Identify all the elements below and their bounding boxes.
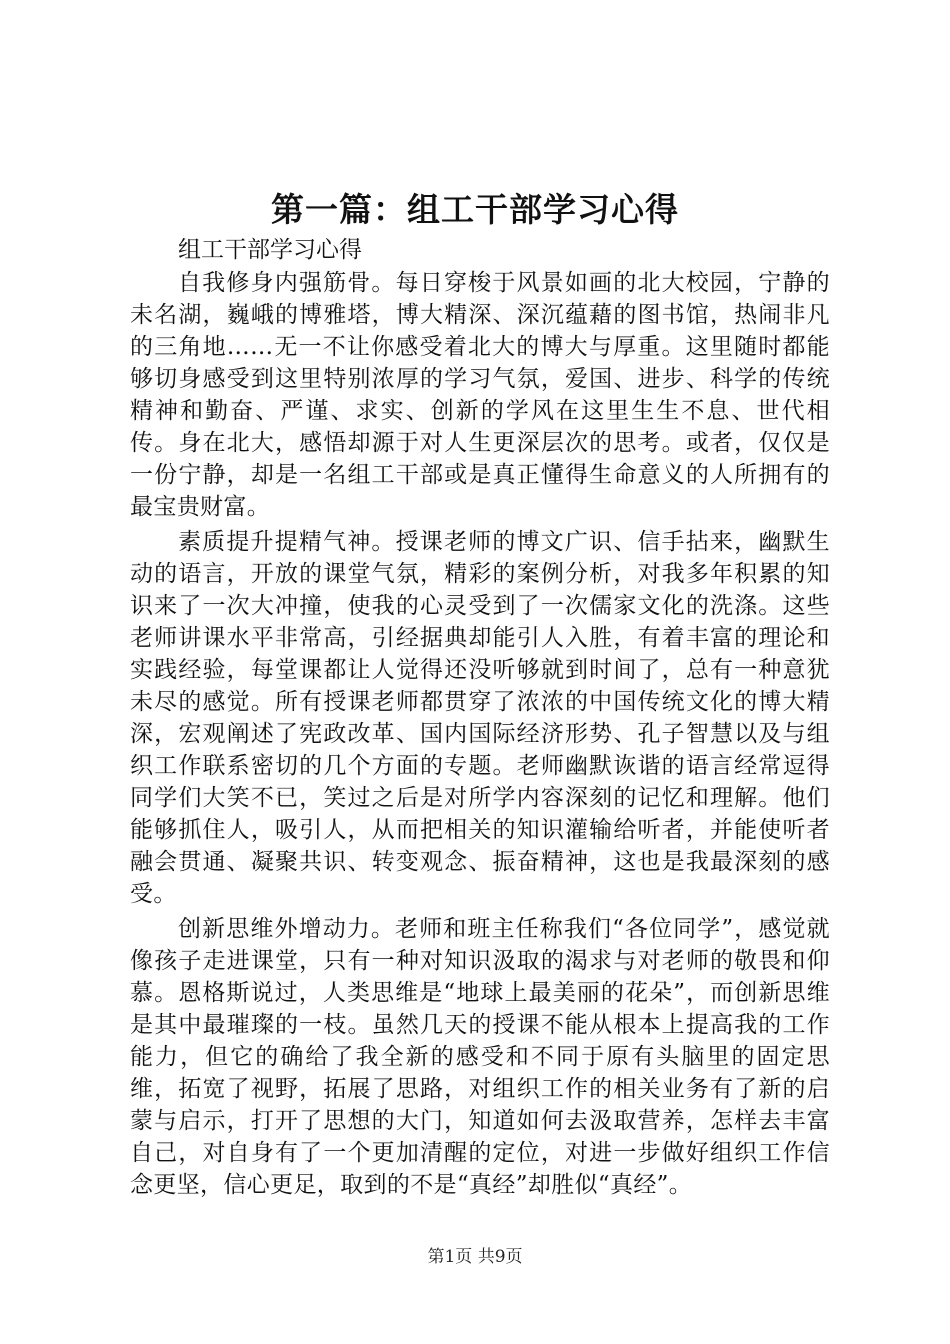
document-body [130,233,830,1201]
paragraph-2: 素质提升提精气神。授课老师的博文广识、信手拈来，幽默生动的语言，开放的课堂气氛，精彩的案例分析，对我多年积累的知识来了一次大冲撞，使我的心灵受到了一次儒家文化的洗涤。这些老师讲课水平非常高，引经据典却能引人入胜，有着丰富的理论和实践经验，每堂课都让人觉得还没听够就到时间了，总有一种意犹未尽的感觉。所有授课老师都贯穿了浓浓的中国传统文化的博大精深，宏观阐述了宪政改革、国内国际经济形势、孔子智慧以及与组织工作联系密切的几个方面的专题。老师幽默诙谐的语言经常逗得同学们大笑不已，笑过之后是对所学内容深刻的记忆和理解。他们能够抓住人，吸引人，从而把相关的知识灌输给听者，并能使听者融会贯通、凝聚共识、转变观念、振奋精神，这也是我最深刻的感受。 [130,529,830,907]
document-subtitle: 组工干部学习心得 [178,237,362,263]
page-number-footer: 第1页 共9页 [427,1247,523,1267]
document-title: 第一篇：组工干部学习心得 [271,190,679,229]
paragraph-3: 创新思维外增动力。老师和班主任称我们“各位同学”，感觉就像孩子走进课堂，只有一种对知识汲取的渴求与对老师的敬畏和仰慕。恩格斯说过，人类思维是“地球上最美丽的花朵”，而创新思维是其中最璀璨的一枝。虽然几天的授课不能从根本上提高我的工作能力，但它的确给了我全新的感受和不同于原有头脑里的固定思维，拓宽了视野，拓展了思路，对组织工作的相关业务有了新的启蒙与启示，打开了思想的大门，知道如何去汲取营养，怎样去丰富自己，对自身有了一个更加清醒的定位，对进一步做好组织工作信念更坚，信心更足，取到的不是“真经”却胜似“真经”。 [130,916,830,1198]
paragraph-1: 自我修身内强筋骨。每日穿梭于风景如画的北大校园，宁静的未名湖，巍峨的博雅塔，博大精深、深沉蕴藉的图书馆，热闹非凡的三角地……无一不让你感受着北大的博大与厚重。这里随时都能够切身感受到这里特别浓厚的学习气氛，爱国、进步、科学的传统精神和勤奋、严谨、求实、创新的学风在这里生生不息、世代相传。身在北大，感悟却源于对人生更深层次的思考。或者，仅仅是一份宁静，却是一名组工干部或是真正懂得生命意义的人所拥有的最宝贵财富。 [130,270,830,520]
